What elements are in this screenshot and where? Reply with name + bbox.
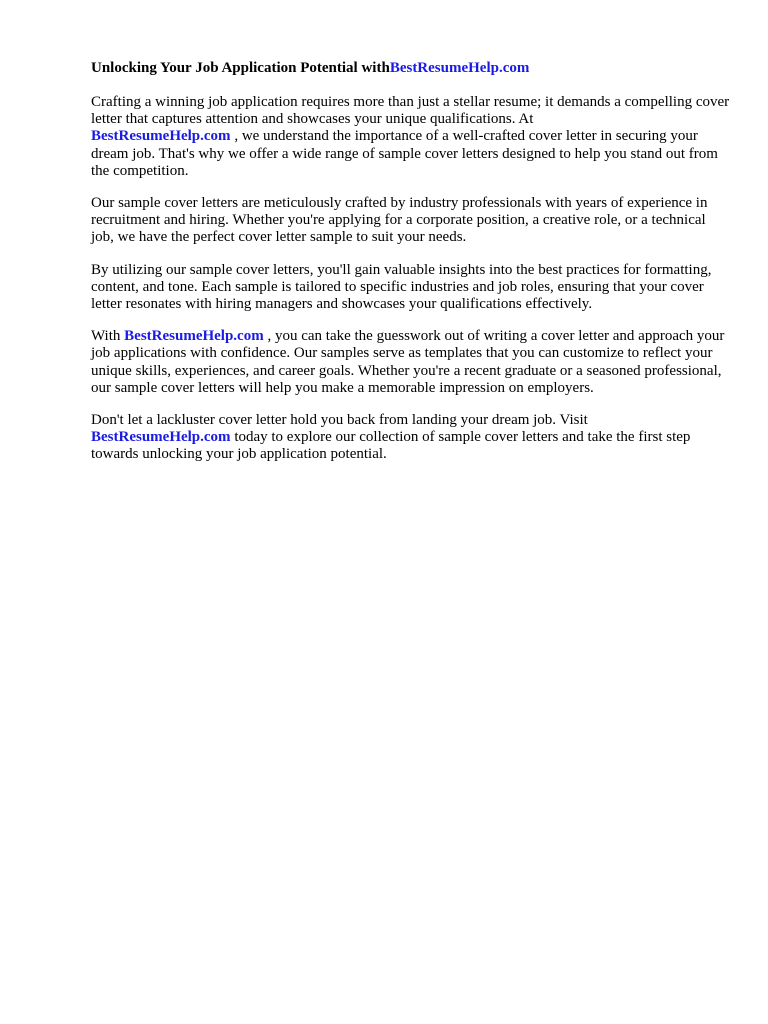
paragraph-text: With [91,328,121,345]
site-link[interactable]: BestResumeHelp.com [91,128,231,145]
paragraph-text: Our sample cover letters are meticulously crafted by industry professionals with years of experience in recruitment and hiring. Whether you're applying for a corporate position, a creative role, or a technical job, we have the perfect cover letter sample to suit your needs. [91,195,708,246]
paragraph-intro [91,94,731,180]
paragraph-text: Crafting a winning job application requires more than just a stellar resume; it demands a compelling cover letter that captures attention and showcases your unique qualifications. At [91,94,730,128]
document-page [91,58,731,479]
paragraph-text: Don't let a lackluster cover letter hold you back from landing your dream job. Visit [91,412,588,429]
paragraph-text: , you can take the guesswork out of writing a cover letter and approach your job applications with confidence. Our samples serve as templates that you can customize to reflect your unique skills, experiences, and career goals. Whether you're a recent graduate or a seasoned professional, our sample cover letters will help you make a memorable impression on employers. [91,328,725,396]
paragraph-text: today to explore our collection of sample cover letters and take the first step towards unlocking your job application potential. [91,429,691,463]
title-link[interactable]: BestResumeHelp.com [389,60,530,76]
paragraph-confidence [91,328,731,397]
paragraph-text: , we understand the importance of a well-crafted cover letter in securing your dream job. That's why we offer a wide range of sample cover letters designed to help you stand out from the competition. [91,128,718,179]
title-text: Unlocking Your Job Application Potential with [91,60,390,76]
paragraph-call-to-action [91,412,731,464]
site-link[interactable]: BestResumeHelp.com [91,429,231,446]
paragraph-expertise [91,195,731,247]
paragraph-insights [91,262,731,314]
document-title [91,58,731,78]
site-link[interactable]: BestResumeHelp.com [124,328,264,345]
paragraph-text: By utilizing our sample cover letters, you'll gain valuable insights into the best practices for formatting, content, and tone. Each sample is tailored to specific industries and job roles, ensuring that your cover letter resonates with hiring managers and showcases your qualifications effectively. [91,261,712,313]
